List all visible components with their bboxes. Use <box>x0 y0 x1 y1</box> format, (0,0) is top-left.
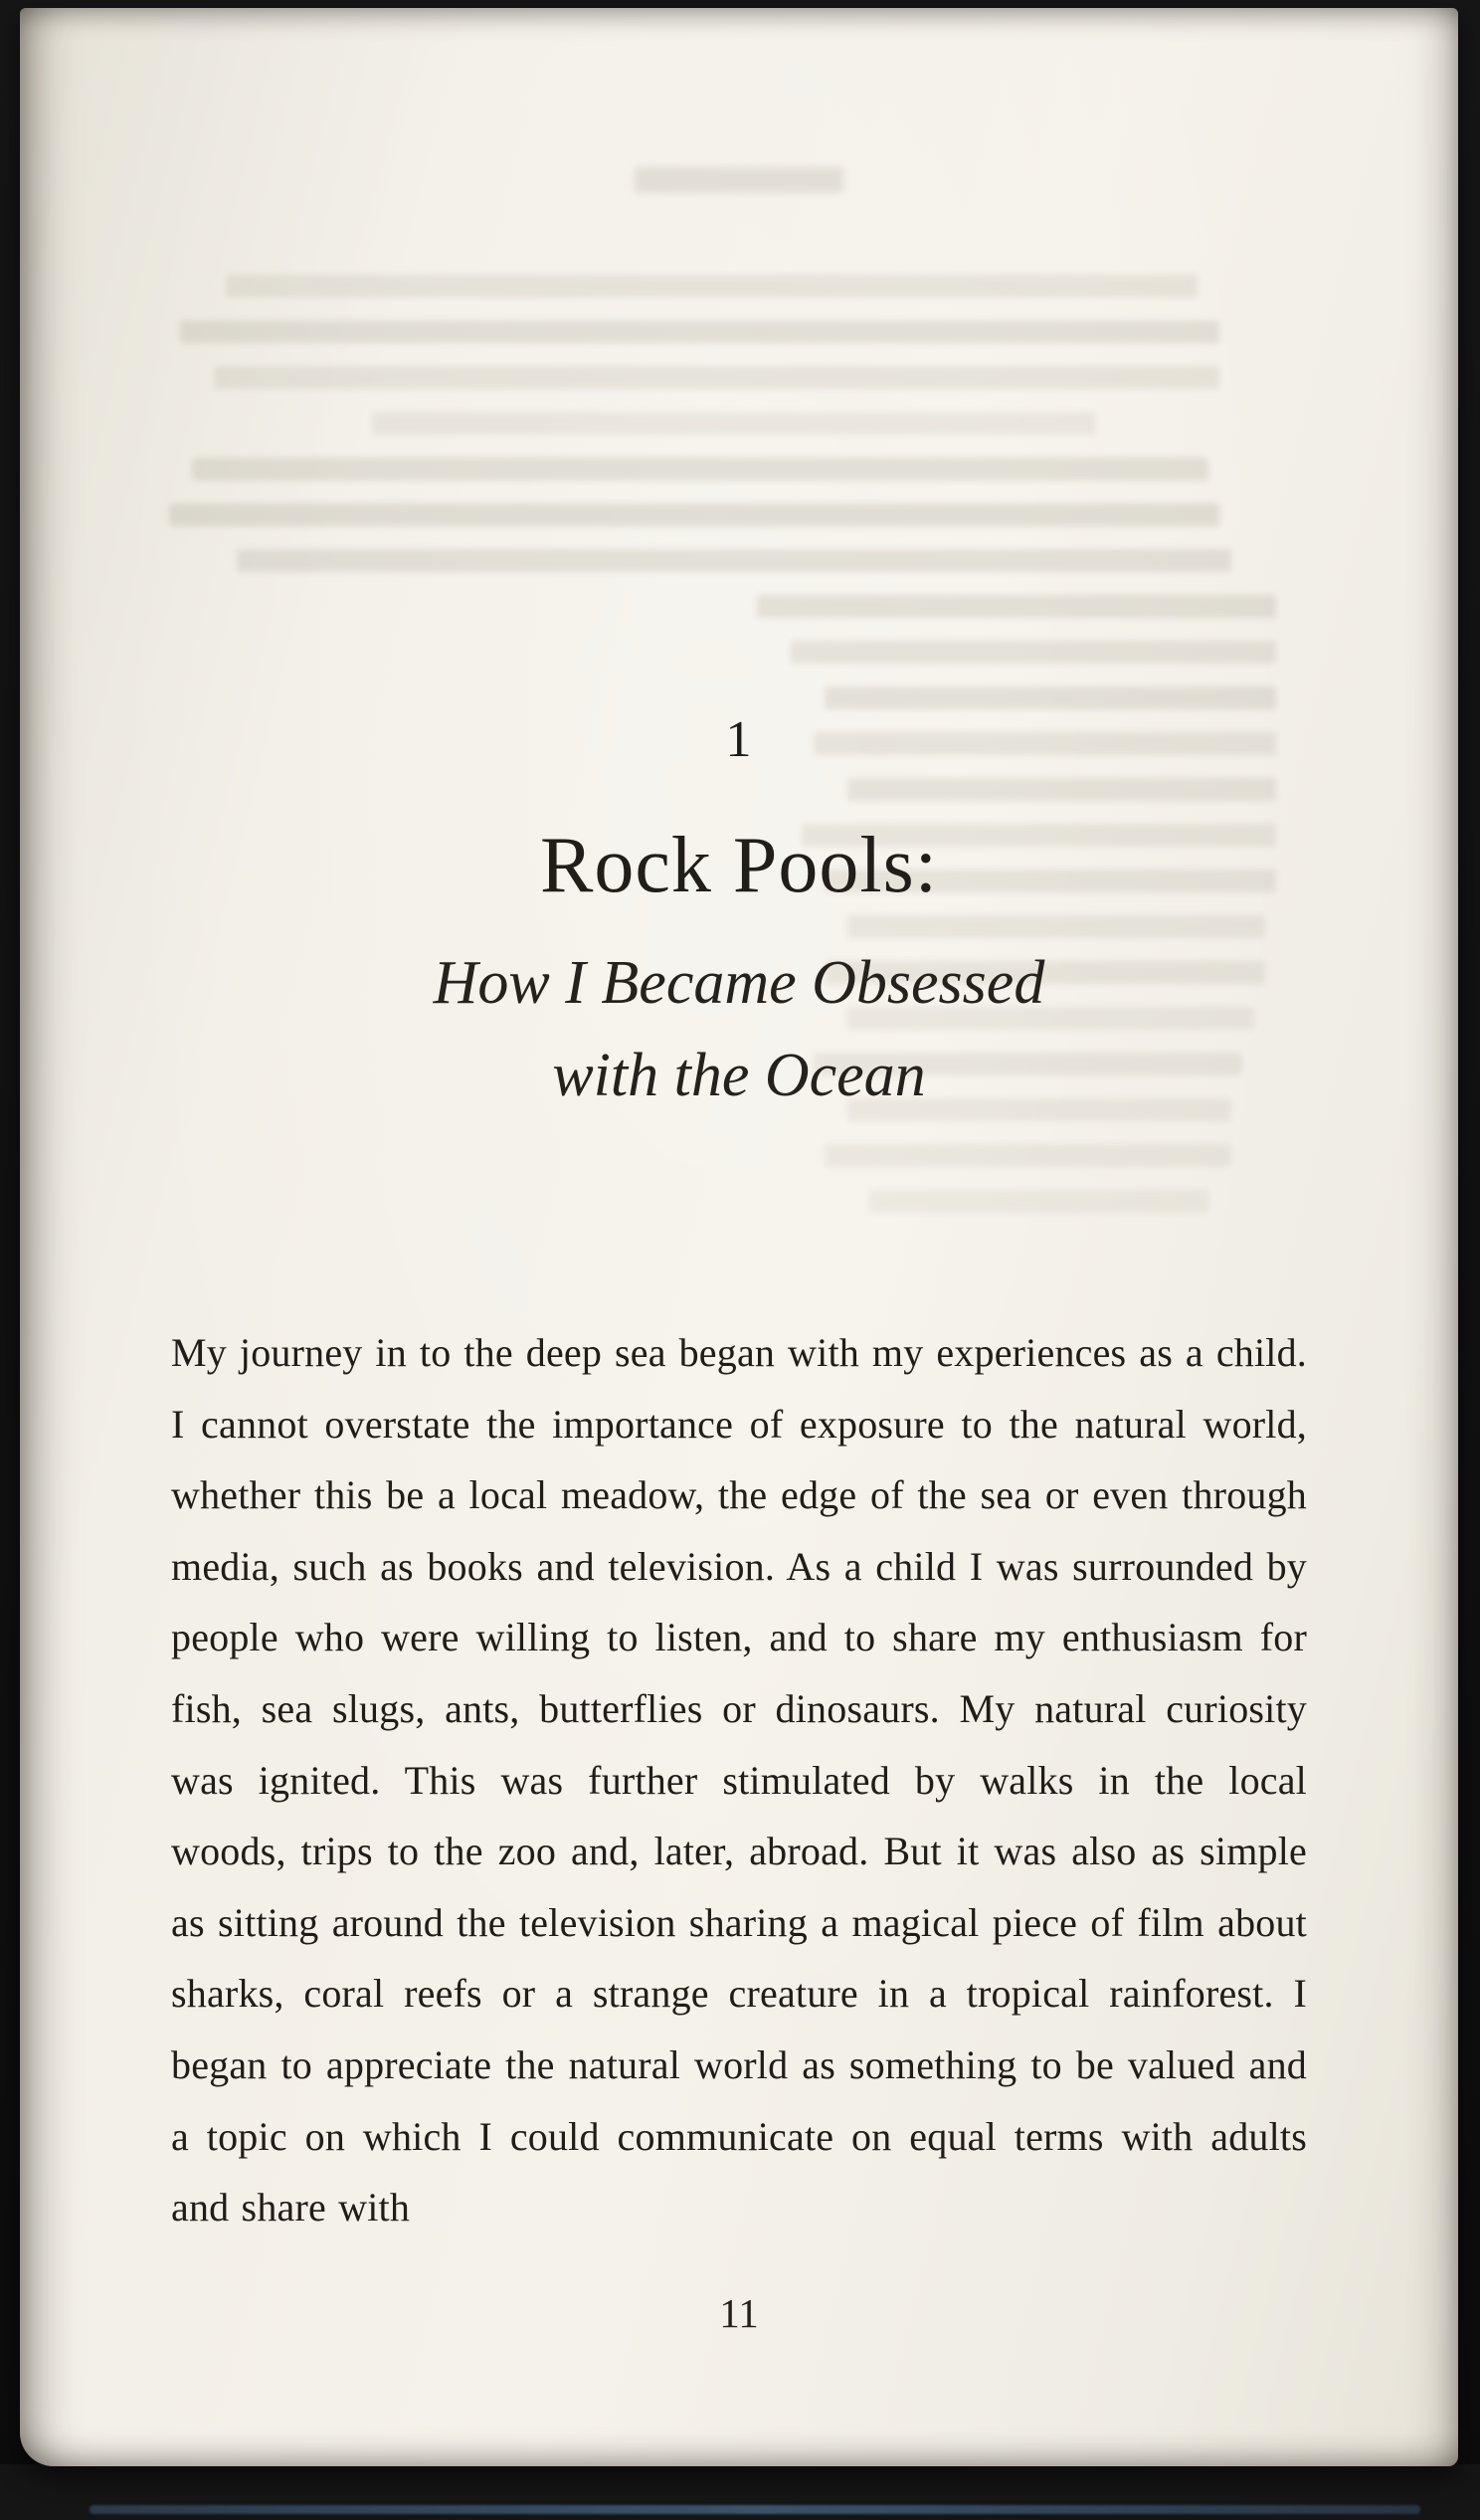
chapter-title: Rock Pools: <box>540 822 938 909</box>
chapter-subtitle <box>20 937 1458 1122</box>
chapter-number: 1 <box>725 711 753 768</box>
photo-background-bottom <box>0 2464 1480 2520</box>
table-edge-highlight <box>90 2505 1420 2514</box>
body-paragraph: My journey in to the deep sea began with my experiences as a child. I cannot overstate the importance of exposure to the natural world, whether this be a local meadow, the edge of the sea or even through media, such as books and television. As a child I was surrounded by people who were willing to listen, and to share my enthusiasm for fish, sea slugs, ants, butterflies or dinosaurs. My natural curiosity was ignited. This was further stimulated by walks in the local woods, trips to the zoo and, later, abroad. But it was also as simple as sitting around the television sharing a magical piece of film about sharks, coral reefs or a strange creature in a tropical rainforest. I began to appreciate the natural world as something to be valued and a topic on which I could communicate on equal terms with adults and share with <box>171 1330 1307 2230</box>
chapter-subtitle-line1: How I Became Obsessed <box>433 949 1045 1017</box>
page-content <box>20 8 1458 2337</box>
page-number: 11 <box>719 2289 759 2336</box>
chapter-subtitle-line2: with the Ocean <box>552 1042 926 1109</box>
book-page <box>20 8 1458 2466</box>
